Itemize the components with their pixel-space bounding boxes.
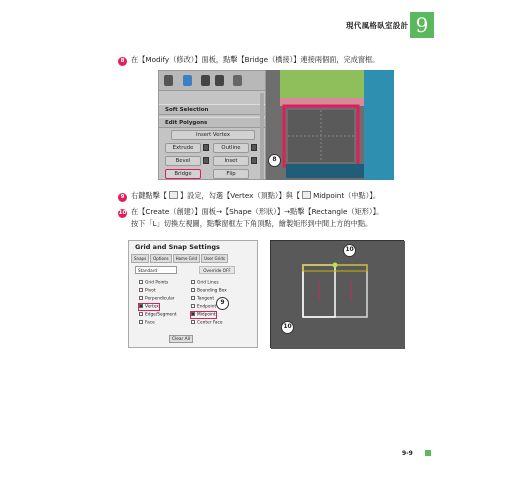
window-frame-render <box>266 70 394 180</box>
opt-label: Bounding Box <box>197 288 227 294</box>
command-panel-toolbar <box>159 71 265 91</box>
modify-panel-screenshot <box>158 70 266 180</box>
rollout-edit-polygons[interactable]: Edit Polygons <box>159 117 265 128</box>
opt-label: Grid Points <box>145 280 169 286</box>
callout-8: 8 <box>268 154 281 167</box>
checkbox[interactable] <box>139 304 143 308</box>
pin-icon <box>164 75 173 86</box>
dialog-title: Grid and Snap Settings <box>135 243 220 251</box>
opt-midpoint[interactable] <box>191 312 216 318</box>
step-9 <box>118 190 380 202</box>
checkbox[interactable] <box>139 312 143 316</box>
bevel-button[interactable]: Bevel <box>165 156 201 166</box>
chapter-number-badge: 9 <box>410 12 434 38</box>
opt-label: Grid Lines <box>197 280 219 286</box>
viewport-screenshot-2 <box>270 240 404 348</box>
tab-snaps[interactable]: Snaps <box>131 254 149 263</box>
opt-label: Face <box>145 320 155 326</box>
opt-vertex[interactable] <box>139 304 159 310</box>
bevel-settings-icon[interactable] <box>203 157 209 164</box>
clear-all-button[interactable]: Clear All <box>169 335 193 343</box>
tab-options[interactable]: Options <box>150 254 171 263</box>
opt-label: Endpoint <box>197 304 217 310</box>
opt-face[interactable] <box>139 320 155 326</box>
flip-button[interactable]: Flip <box>213 169 249 179</box>
insert-vertex-button[interactable]: Insert Vertex <box>171 130 255 140</box>
inset-settings-icon[interactable] <box>251 157 257 164</box>
outline-settings-icon[interactable] <box>251 144 257 151</box>
tab-user-grids[interactable]: User Grids <box>201 254 228 263</box>
checkbox[interactable] <box>139 320 143 324</box>
configure-icon <box>233 75 242 86</box>
checkbox[interactable] <box>191 296 195 300</box>
opt-edge-segment[interactable] <box>139 312 177 318</box>
step-8 <box>118 54 380 66</box>
make-unique-icon <box>201 75 210 86</box>
step-text: 在【Modify（修改）】面板，點擊【Bridge（橋接）】連接兩個面，完成窗框。 <box>131 55 380 64</box>
opt-label: Center Face <box>197 320 223 326</box>
step-10 <box>118 206 383 218</box>
snap-set-dropdown[interactable]: Standard <box>135 266 177 274</box>
midpoint-icon <box>302 191 311 199</box>
step-number: 10 <box>118 210 127 216</box>
scrollbar[interactable] <box>260 93 264 179</box>
opt-grid-points[interactable] <box>139 280 168 286</box>
step-number: 8 <box>118 57 127 66</box>
opt-label: Perpendicular <box>145 296 175 302</box>
opt-tangent[interactable] <box>191 296 214 302</box>
grid-snap-settings-dialog <box>128 240 258 348</box>
callout-9: 9 <box>216 297 229 310</box>
opt-center-face[interactable] <box>191 320 223 326</box>
callout-10-top: 10 <box>343 244 356 257</box>
step-10-line2: 按下「L」切換左視圖，點擊窗框左下角頂點，繪製矩形到中間上方的中點。 <box>131 219 373 228</box>
dialog-tabs <box>131 254 229 263</box>
page-number: 9-9 <box>402 450 413 457</box>
opt-grid-lines[interactable] <box>191 280 219 286</box>
viewport-screenshot-1 <box>266 70 394 180</box>
modifier-icon <box>183 75 192 86</box>
checkbox[interactable] <box>191 304 195 308</box>
rollout-soft-selection[interactable]: Soft Selection <box>159 104 265 115</box>
opt-label: Tangent <box>197 296 215 302</box>
snap-toggle-icon <box>169 191 178 199</box>
opt-pivot[interactable] <box>139 288 156 294</box>
step-text-line1: 在【Create（創建）】面板→【Shape（形狀）】→點擊【Rectangle（矩形）】。 <box>131 207 384 216</box>
checkbox[interactable] <box>139 288 143 292</box>
running-header-title: 現代風格臥室設計 <box>346 21 409 30</box>
checkbox[interactable] <box>191 312 195 316</box>
bridge-button[interactable]: Bridge <box>165 169 201 179</box>
override-button[interactable]: Override OFF <box>199 266 235 274</box>
step-text-b: 】設定，勾選【Vertex（頂點）】與【 <box>179 191 301 200</box>
extrude-button[interactable]: Extrude <box>165 143 201 153</box>
checkbox[interactable] <box>191 320 195 324</box>
checkbox[interactable] <box>139 296 143 300</box>
checkbox[interactable] <box>191 280 195 284</box>
opt-label: Pivot <box>145 288 156 294</box>
opt-perpendicular[interactable] <box>139 296 175 302</box>
step-number: 9 <box>118 193 127 202</box>
opt-label: Vertex <box>145 304 159 310</box>
opt-bounding-box[interactable] <box>191 288 227 294</box>
trash-icon <box>215 75 224 86</box>
opt-endpoint[interactable] <box>191 304 216 310</box>
outline-button[interactable]: Outline <box>213 143 249 153</box>
inset-button[interactable]: Inset <box>213 156 249 166</box>
step-text-a: 右鍵點擊【 <box>131 191 167 200</box>
checkbox[interactable] <box>139 280 143 284</box>
opt-label: Edge/Segment <box>145 312 177 318</box>
step-text-c: Midpoint（中點）】。 <box>313 191 381 200</box>
extrude-settings-icon[interactable] <box>203 144 209 151</box>
opt-label: Midpoint <box>197 312 216 318</box>
checkbox[interactable] <box>191 288 195 292</box>
tab-home-grid[interactable]: Home Grid <box>173 254 200 263</box>
footer-marker <box>425 450 431 456</box>
callout-10-bottom: 10 <box>281 321 294 334</box>
